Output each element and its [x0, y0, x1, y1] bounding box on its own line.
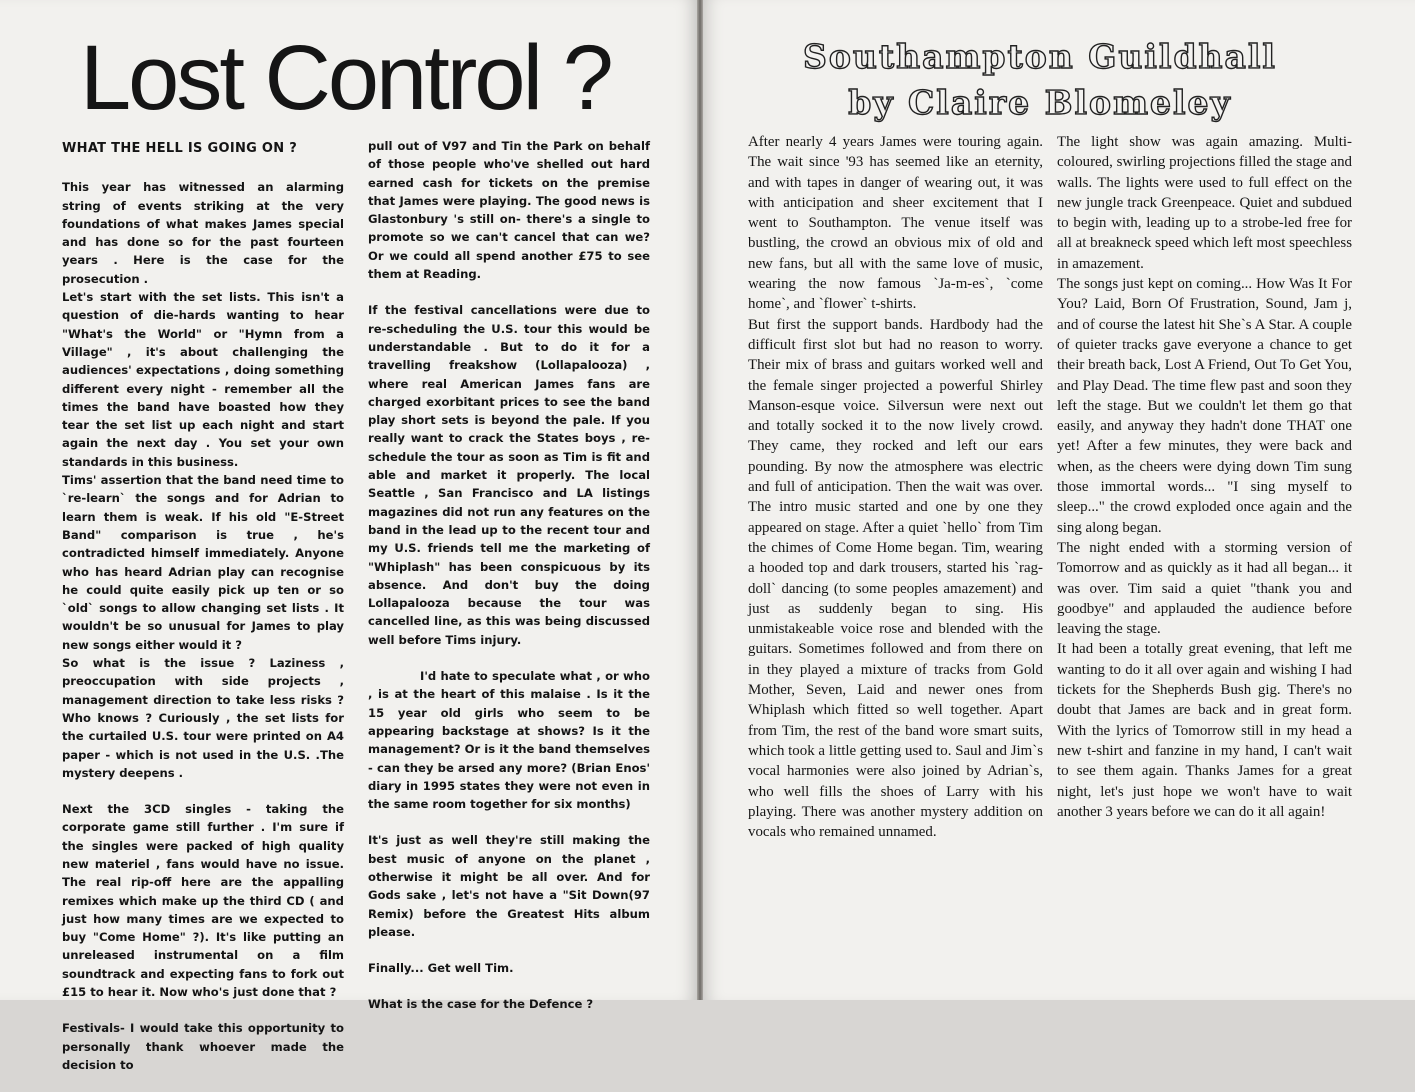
review-title	[760, 34, 1320, 126]
paragraph: Finally... Get well Tim.	[368, 961, 514, 976]
paragraph: It's just as well they're still making the best music of anyone on the planet , otherwise it might be all over. And for Gods sake , let's not have a "Sit Down(97 Remix) before the Greatest Hits album please.	[368, 833, 650, 939]
paragraph: This year has witnessed an alarming string of events striking at the very foundations of what makes James special and has done so for the past fourteen years . Here is the case for the prosecution .	[62, 180, 344, 286]
paragraph: I'd hate to speculate what , or who , is at the heart of this malaise . Is it the 15 year old girls who seem to be appearing backstage at shows? Is it the management? Or is it the band themselves - can they be arsed any more? (Brian Enos' diary in 1995 states they were not even in the same room together for six months)	[368, 669, 650, 812]
paragraph: It had been a totally great evening, that left me wanting to do it all over again and wishing I had tickets for the Shepherds Bush gig. There's no doubt that James are back and in great form. With the lyrics of Tomorrow still in my head a new t-shirt and fanzine in my hand, I can't wait to see them again. Thanks James for a great night, let's just hope we won't have to wait another 3 years before we can do it all again!	[1057, 641, 1352, 820]
paragraph: Festivals- I would take this opportunity to personally thank whoever made the decision to	[62, 1021, 344, 1072]
paragraph: But first the support bands. Hardbody had the difficult first slot but had no reason to worry. Their mix of brass and guitars worked well and the female singer projected a powerful Shirley Manson-esque voice. Silversun were next out and totally socked it to the now lively crowd. They came, they rocked and left our ears pounding. By now the atmosphere was electric and full of anticipation. Then the wait was over. The intro music started and one by one they appeared on stage. After a quiet `hello` from Tim the chimes of Come Home began. Tim, wearing a hooded top and dark trousers, started his `rag-doll` dancing (to some peoples amazement) and just as suddenly began to sing. His unmistakeable voice rose and blended with the guitars. Sometimes followed and from there on in they played a mixture of tracks from Gold Mother, Seven, Laid and newer ones from Whiplash which fitted so well together. Apart from Tim, the rest of the band wore smart suits, which took a little getting used to. Saul and Jim`s vocal harmonies were also joined by Adrian`s, who well fills the shoes of Larry with his playing. There was another mystery addition on vocals who remained unnamed.	[748, 316, 1043, 841]
paragraph: Let's start with the set lists. This isn't a question of die-hards wanting to hear "What's the World" or "Hymn from a Village" , it's about challenging the audiences' expectations , doing something different every night - remember all the times the band have boasted how they tear the set list up each night and start again the next day . You set your own standards in this business.	[62, 290, 344, 469]
left-column-two	[368, 137, 650, 1032]
paragraph: After nearly 4 years James were touring again. The wait since '93 has seemed like an eternity, and with tapes in danger of wearing out, it was with anticipation and sheer excitement that I went to Southampton. The venue itself was bustling, the crowd an obvious mix of old and new fans, but all with the same love of music, wearing the now famous `Ja-m-es`, `come home`, and `flower` t-shirts.	[748, 134, 1043, 313]
paragraph: The songs just kept on coming... How Was It For You? Laid, Born Of Frustration, Sound, Jam j, and of course the latest hit She`s A Star. A couple of quieter tracks gave everyone a chance to get their breath back, Lost A Friend, Out To Get You, and Play Dead. The time flew past and soon they left the stage. But we couldn't let them go that easily, and anyway they hadn't done THAT one yet! After a few minutes, they were back and when, as the cheers were dying down Tim sung those immortal words... "I sing myself to sleep..." the crowd exploded once again and the sing along began.	[1057, 276, 1352, 536]
paragraph: The light show was again amazing. Multi-coloured, swirling projections filled the stage and walls. The lights were used to full effect on the new jungle track Greenpeace. Quiet and subdued to begin with, leading up to a strobe-led free for all at breakneck speed which left most speechless in amazement.	[1057, 134, 1352, 272]
left-page	[0, 0, 697, 1072]
article-subheading: WHAT THE HELL IS GOING ON ?	[62, 141, 298, 156]
paragraph: Tims' assertion that the band need time to `re-learn` the songs and for Adrian to learn them is weak. If his old "E-Street Band" comparison is true , he's contradicted himself immediately. Anyone who has heard Adrian play can recognise he could quite easily pick up ten or so `old` songs to allow changing set lists . It wouldn't be so unusual for James to play new songs either would it ?	[62, 473, 344, 652]
paragraph: If the festival cancellations were due to re-scheduling the U.S. tour this would be understandable . But to do it for a travelling freakshow (Lollapalooza) , where real American James fans are charged exorbitant prices to see the band play short sets is beyond the pale. If you really want to crack the States boys , re-schedule the tour as soon as Tim is fit and able and market it properly. The local Seattle , San Francisco and LA listings magazines did not run any features on the band in the lead up to the recent tour and my U.S. friends tell me the marketing of "Whiplash" has been conspicuous by its absence. And don't buy the doing Lollapalooza because the tour was cancelled line, as this was being discussed well before Tims injury.	[368, 303, 650, 647]
right-column-two	[1057, 132, 1352, 822]
paragraph: Next the 3CD singles - taking the corporate game still further . I'm sure if the singles were packed of high quality new materiel , fans would have no issue. The real rip-off here are the appalling remixes which make up the third CD ( and just how many times are we expected to buy "Come Home" ?). It's like putting an unreleased instrumental on a film soundtrack and expecting fans to fork out £15 to hear it. Now who's just done that ?	[62, 802, 344, 1000]
left-column-one	[62, 140, 344, 1092]
paragraph: So what is the issue ? Laziness , preoccupation with side projects , management direction to take less risks ? Who knows ? Curiously , the set lists for the curtailed U.S. tour were printed on A4 paper - which is not used in the U.S. .The mystery deepens .	[62, 656, 344, 780]
right-column-one	[748, 132, 1043, 842]
review-byline: by Claire Blomeley	[848, 83, 1232, 122]
paragraph: pull out of V97 and Tin the Park on behalf of those people who've shelled out hard earned cash for tickets on the premise that James were playing. The good news is Glastonbury 's still on- there's a single to promote so we can't cancel that can we? Or we could all spend another £75 to see them at Reading.	[368, 139, 650, 282]
article-title: Lost Control ?	[80, 27, 611, 129]
paragraph: What is the case for the Defence ?	[368, 997, 594, 1012]
paragraph: The night ended with a storming version of Tomorrow and as quickly as it had all began... it was over. Tim said a quiet "thank you and goodbye" and applauded the audience before leaving the stage.	[1057, 539, 1352, 638]
review-title-line-1: Southampton Guildhall	[803, 37, 1277, 76]
